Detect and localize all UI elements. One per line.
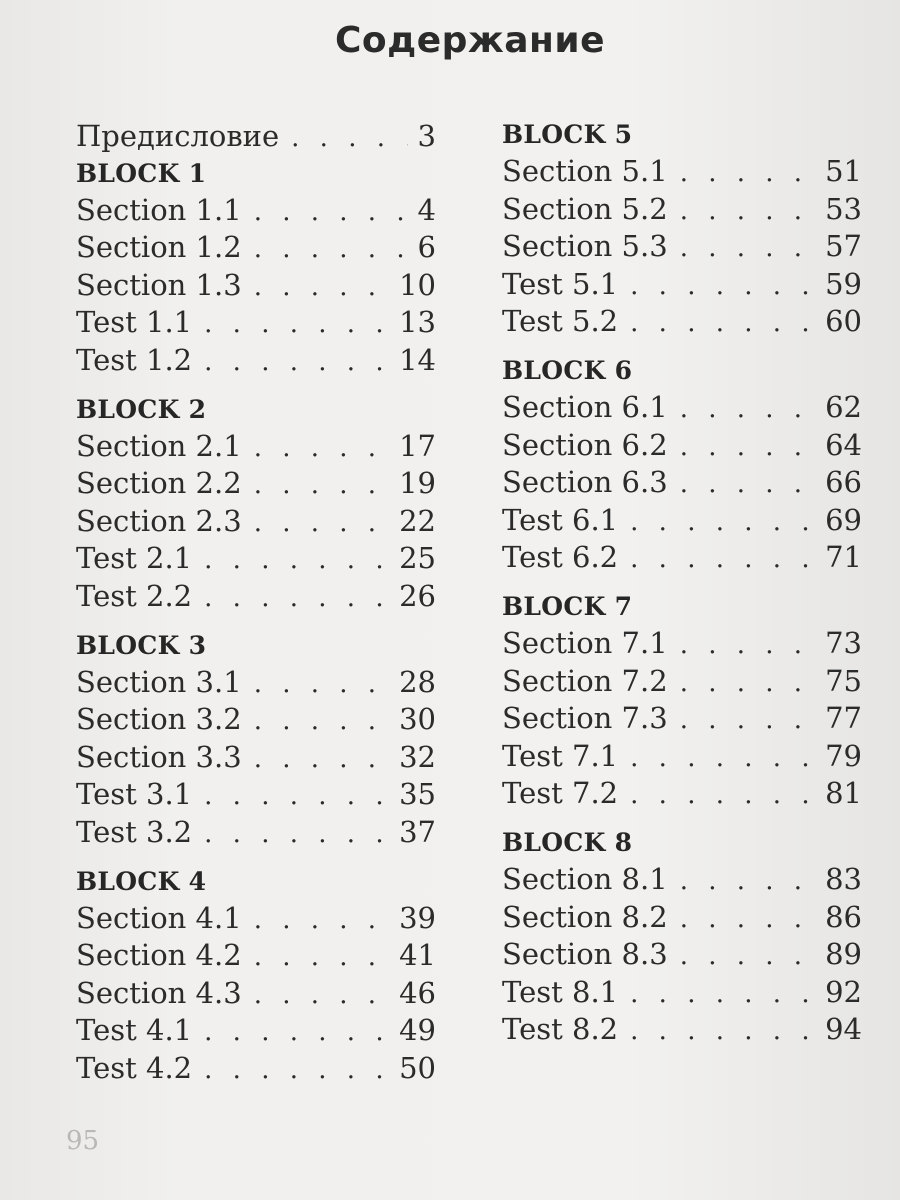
toc-entry-page: 94 <box>825 1012 862 1047</box>
toc-block <box>502 825 862 1049</box>
toc-entry <box>76 192 436 230</box>
toc-entry-label: Test 4.1 <box>76 1013 193 1048</box>
toc-entry <box>502 502 862 540</box>
toc-entry-page: 83 <box>825 861 862 896</box>
toc-entry <box>502 974 862 1012</box>
toc-entry-label: Section 3.2 <box>76 702 242 737</box>
dot-leader <box>204 580 391 618</box>
dot-leader <box>254 939 391 977</box>
toc-entry-page: 73 <box>825 625 862 660</box>
toc-block <box>502 589 862 813</box>
toc-entry-label: Section 7.3 <box>502 701 668 736</box>
toc-entry <box>502 663 862 701</box>
page-title: Содержание <box>334 20 606 61</box>
toc-entry <box>76 1012 436 1050</box>
toc-entry <box>502 464 862 502</box>
dot-leader <box>254 505 391 543</box>
toc-entry-label: Section 4.3 <box>76 975 242 1010</box>
dot-leader <box>680 627 817 665</box>
toc-entry <box>502 861 862 899</box>
dot-leader <box>204 1052 391 1090</box>
toc-entry-label: Test 8.1 <box>502 974 619 1009</box>
toc-entry-label: Section 1.3 <box>76 267 242 302</box>
toc-entry-page: 41 <box>399 938 436 973</box>
toc-block <box>76 628 436 852</box>
toc-entry-label: Section 6.3 <box>502 465 668 500</box>
toc-entry <box>76 900 436 938</box>
left-blocks <box>76 156 436 1088</box>
toc-entry-page: 39 <box>399 900 436 935</box>
toc-entry <box>76 975 436 1013</box>
toc-entry <box>502 700 862 738</box>
toc-entry <box>502 625 862 663</box>
toc-entry <box>502 153 862 191</box>
dot-leader <box>254 430 391 468</box>
page-number: 95 <box>66 1126 100 1156</box>
dot-leader <box>680 193 817 231</box>
toc-entry-intro <box>76 118 436 156</box>
toc-entry-page: 49 <box>399 1013 436 1048</box>
toc-entry <box>502 303 862 341</box>
toc-entry-label: Section 5.2 <box>502 191 668 226</box>
toc-entry-page: 32 <box>399 739 436 774</box>
toc-entry-label: Section 1.2 <box>76 230 242 265</box>
block-heading: BLOCK 2 <box>76 394 207 424</box>
toc-entry-label: Test 7.1 <box>502 738 619 773</box>
dot-leader <box>630 305 817 343</box>
toc-entry-page: 92 <box>825 974 862 1009</box>
dot-leader <box>630 541 817 579</box>
dot-leader <box>630 976 817 1014</box>
toc-entry-label: Test 3.2 <box>76 814 193 849</box>
toc-entry-label: Section 5.3 <box>502 229 668 264</box>
toc-entry <box>502 228 862 266</box>
toc-entry <box>76 229 436 267</box>
dot-leader <box>630 504 817 542</box>
toc-entry-label: Test 2.2 <box>76 578 193 613</box>
toc-entry <box>76 342 436 380</box>
toc-entry <box>502 539 862 577</box>
toc-entry-page: 77 <box>825 701 862 736</box>
toc-entry-page: 13 <box>399 305 436 340</box>
contents-column-right <box>502 117 862 1049</box>
toc-entry-page: 89 <box>825 937 862 972</box>
toc-entry-label: Test 7.2 <box>502 776 619 811</box>
toc-entry <box>502 266 862 304</box>
toc-entry <box>502 191 862 229</box>
toc-entry-label: Section 6.2 <box>502 427 668 462</box>
dot-leader <box>254 231 408 269</box>
toc-entry <box>76 428 436 466</box>
toc-entry-label: Section 8.1 <box>502 861 668 896</box>
toc-entry <box>76 701 436 739</box>
toc-entry <box>76 503 436 541</box>
dot-leader <box>680 702 817 740</box>
toc-block <box>76 156 436 380</box>
dot-leader <box>680 429 817 467</box>
dot-leader <box>204 542 391 580</box>
dot-leader <box>204 344 391 382</box>
dot-leader <box>254 703 391 741</box>
toc-entry-page: 14 <box>399 342 436 377</box>
toc-entry-label: Section 5.1 <box>502 154 668 188</box>
toc-entry-page: 4 <box>417 192 436 227</box>
block-heading: BLOCK 3 <box>76 630 207 660</box>
toc-entry-label: Test 1.2 <box>76 342 193 377</box>
dot-leader <box>204 1014 391 1052</box>
toc-entry-page: 75 <box>825 663 862 698</box>
toc-block <box>76 392 436 616</box>
toc-entry-label: Section 3.3 <box>76 739 242 774</box>
toc-entry-page: 28 <box>399 664 436 699</box>
block-heading: BLOCK 5 <box>502 120 633 149</box>
toc-entry-label: Test 5.2 <box>502 304 619 339</box>
toc-entry-label: Section 2.3 <box>76 503 242 538</box>
toc-entry-page: 60 <box>825 304 862 339</box>
toc-entry <box>76 267 436 305</box>
toc-entry <box>502 936 862 974</box>
toc-entry-page: 46 <box>399 975 436 1010</box>
toc-entry-page: 59 <box>825 266 862 301</box>
dot-leader <box>291 120 408 158</box>
block-heading: BLOCK 7 <box>502 591 633 621</box>
dot-leader <box>254 666 391 704</box>
toc-entry-label: Section 7.1 <box>502 625 668 660</box>
dot-leader <box>680 391 817 429</box>
toc-entry <box>502 775 862 813</box>
toc-entry-page: 69 <box>825 502 862 537</box>
dot-leader <box>680 938 817 976</box>
dot-leader <box>254 467 391 505</box>
toc-entry-page: 79 <box>825 738 862 773</box>
toc-entry-label: Test 5.1 <box>502 266 619 301</box>
toc-entry <box>76 937 436 975</box>
block-heading: BLOCK 8 <box>502 827 633 857</box>
toc-entry-label: Section 2.1 <box>76 428 242 463</box>
toc-entry-page: 81 <box>825 776 862 811</box>
dot-leader <box>680 155 817 193</box>
toc-block <box>76 864 436 1088</box>
toc-entry-label: Test 6.1 <box>502 502 619 537</box>
toc-entry <box>502 1011 862 1049</box>
toc-entry-label: Section 6.1 <box>502 389 668 424</box>
toc-entry-page: 35 <box>399 777 436 812</box>
toc-entry <box>76 304 436 342</box>
toc-entry-label: Section 4.1 <box>76 900 242 935</box>
toc-entry-label: Test 8.2 <box>502 1012 619 1047</box>
toc-entry-page: 6 <box>417 230 436 265</box>
toc-entry-page: 57 <box>825 229 862 264</box>
dot-leader <box>254 269 391 307</box>
dot-leader <box>630 1013 817 1051</box>
toc-entry-label: Test 4.2 <box>76 1050 193 1085</box>
dot-leader <box>254 194 408 232</box>
toc-entry <box>76 664 436 702</box>
dot-leader <box>680 230 817 268</box>
toc-entry-page: 22 <box>399 503 436 538</box>
toc-entry-page: 50 <box>399 1050 436 1085</box>
toc-entry-label: Section 3.1 <box>76 664 242 699</box>
toc-entry <box>76 465 436 503</box>
toc-entry-label: Section 4.2 <box>76 938 242 973</box>
dot-leader <box>630 740 817 778</box>
dot-leader <box>204 816 391 854</box>
dot-leader <box>254 977 391 1015</box>
dot-leader <box>204 306 391 344</box>
toc-entry-page: 3 <box>417 119 436 153</box>
toc-entry-page: 86 <box>825 899 862 934</box>
dot-leader <box>680 665 817 703</box>
toc-entry-page: 51 <box>825 154 862 188</box>
toc-entry <box>76 578 436 616</box>
toc-entry-label: Section 8.3 <box>502 937 668 972</box>
toc-entry-label: Section 1.1 <box>76 192 242 227</box>
toc-entry-label: Test 1.1 <box>76 305 193 340</box>
dot-leader <box>204 778 391 816</box>
block-heading: BLOCK 4 <box>76 866 207 896</box>
toc-entry <box>76 776 436 814</box>
toc-entry-label: Section 7.2 <box>502 663 668 698</box>
block-heading: BLOCK 6 <box>502 355 633 385</box>
toc-entry-label: Section 8.2 <box>502 899 668 934</box>
dot-leader <box>680 863 817 901</box>
toc-entry <box>76 739 436 777</box>
toc-entry-label: Section 2.2 <box>76 466 242 501</box>
toc-entry <box>502 389 862 427</box>
toc-entry <box>502 427 862 465</box>
toc-block <box>502 117 862 341</box>
toc-entry-page: 37 <box>399 814 436 849</box>
toc-entry-label: Test 3.1 <box>76 777 193 812</box>
toc-entry <box>76 1050 436 1088</box>
dot-leader <box>630 268 817 306</box>
toc-entry-label: Test 6.2 <box>502 540 619 575</box>
toc-entry-page: 30 <box>399 702 436 737</box>
toc-entry-label: Предисловие <box>76 119 280 153</box>
dot-leader <box>254 902 391 940</box>
contents-column-left <box>76 118 436 1087</box>
toc-entry-page: 19 <box>399 466 436 501</box>
dot-leader <box>680 466 817 504</box>
toc-entry <box>76 540 436 578</box>
toc-entry <box>502 738 862 776</box>
toc-entry-page: 71 <box>825 540 862 575</box>
dot-leader <box>680 901 817 939</box>
toc-entry-page: 66 <box>825 465 862 500</box>
toc-entry-page: 64 <box>825 427 862 462</box>
dot-leader <box>254 741 391 779</box>
toc-entry-page: 25 <box>399 541 436 576</box>
toc-entry-page: 10 <box>399 267 436 302</box>
toc-entry-label: Test 2.1 <box>76 541 193 576</box>
toc-entry <box>502 899 862 937</box>
toc-entry-page: 62 <box>825 389 862 424</box>
dot-leader <box>630 777 817 815</box>
right-blocks <box>502 117 862 1049</box>
toc-entry-page: 53 <box>825 191 862 226</box>
toc-entry <box>76 814 436 852</box>
toc-entry-page: 17 <box>399 428 436 463</box>
toc-block <box>502 353 862 577</box>
toc-entry-page: 26 <box>399 578 436 613</box>
block-heading: BLOCK 1 <box>76 158 207 188</box>
